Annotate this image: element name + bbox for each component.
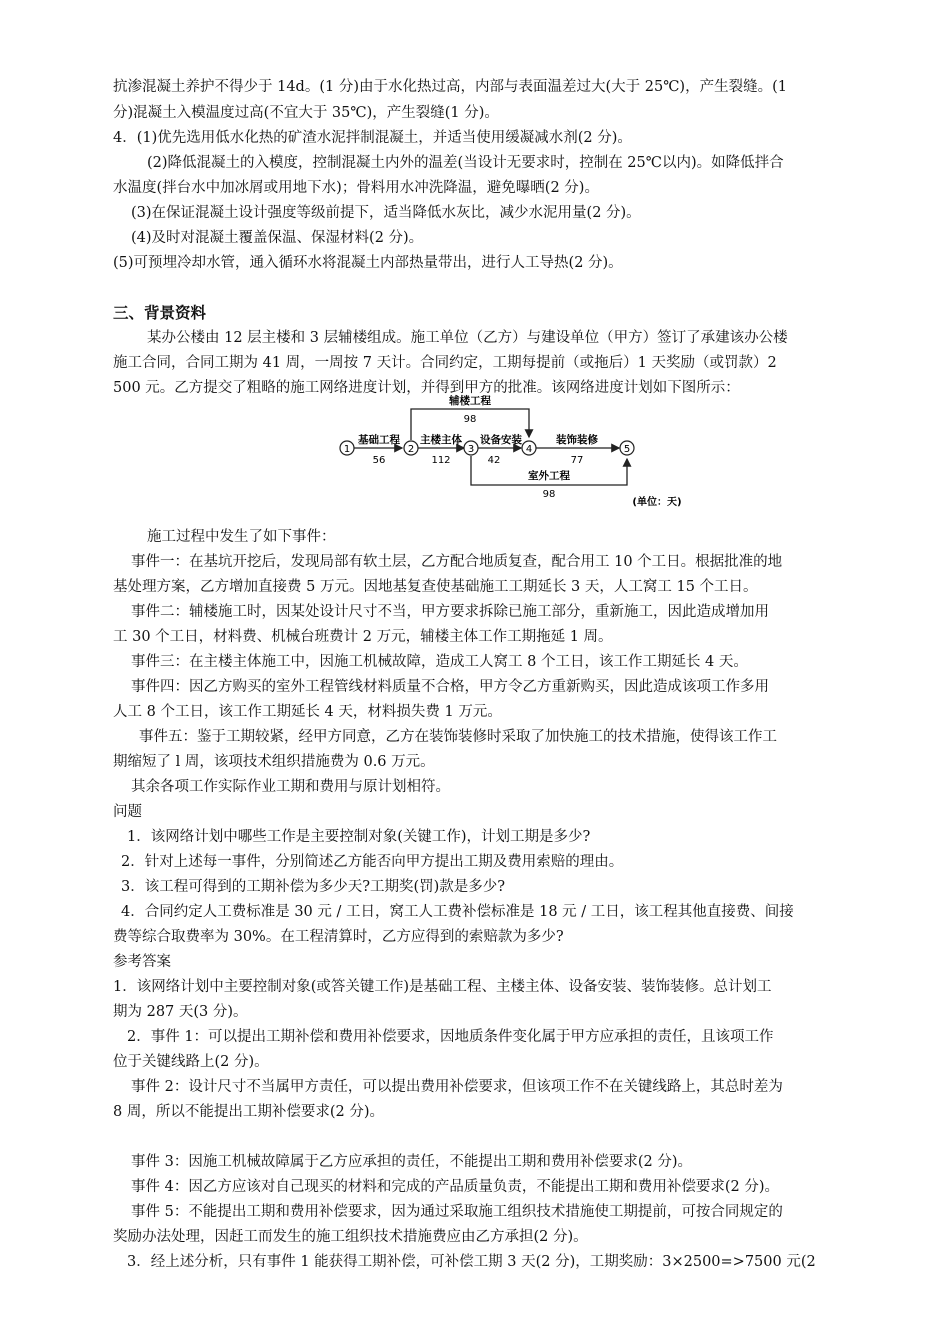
- section-heading: 三、背景资料: [113, 304, 207, 322]
- text-line: 施工合同，合同工期为 41 周，一周按 7 天计。合同约定，工期每提前（或拖后）1 天奖励（或罚款）2: [113, 355, 777, 371]
- text-line: 抗渗混凝土养护不得少于 14d。(1 分)由于水化热过高，内部与表面温差过大(大于 25℃)，产生裂缝。(1: [113, 79, 787, 95]
- text-line: 1．该网络计划中主要控制对象(或答关键工作)是基础工程、主楼主体、设备安装、装饰装修。总计划工: [113, 979, 772, 995]
- text-line: 事件三：在主楼主体施工中，因施工机械故障，造成工人窝工 8 个工日，该工作工期延长 4 天。: [131, 654, 748, 670]
- activity-label-foundation: 基础工程: [358, 434, 400, 446]
- activity-label-annex: 辅楼工程: [449, 395, 491, 407]
- activity-duration-outdoor: 98: [542, 489, 556, 500]
- text-line: 2．针对上述每一事件，分别简述乙方能否向甲方提出工期及费用索赔的理由。: [121, 854, 624, 870]
- text-line: 基处理方案，乙方增加直接费 5 万元。因地基复查使基础施工工期延长 3 天，人工窝工 15 个工日。: [113, 579, 758, 595]
- activity-label-decoration: 装饰装修: [556, 434, 598, 446]
- node-4: [522, 441, 536, 455]
- text-line: 4．合同约定人工费标准是 30 元 / 工日，窝工人工费补偿标准是 18 元 / 工日，该工程其他直接费、间接: [121, 904, 794, 920]
- text-line: 位于关键线路上(2 分)。: [113, 1054, 269, 1070]
- activity-duration-equipment: 42: [487, 455, 501, 466]
- text-line: 4．(1)优先选用低水化热的矿渣水泥拌制混凝土，并适当使用缓凝减水剂(2 分)。: [113, 130, 632, 146]
- text-line: 期缩短了 l 周，该项技术组织措施费为 0.6 万元。: [113, 754, 435, 770]
- text-line: 事件一：在基坑开挖后，发现局部有软土层，乙方配合地质复查，配合用工 10 个工日。根据批准的地: [131, 554, 783, 570]
- activity-duration-annex: 98: [463, 414, 477, 425]
- text-line: 2．事件 1：可以提出工期补偿和费用补偿要求，因地质条件变化属于甲方应承担的责任，且该项工作: [127, 1029, 774, 1045]
- text-line: 事件 3：因施工机械故障属于乙方应承担的责任，不能提出工期和费用补偿要求(2 分)。: [131, 1154, 692, 1170]
- node-1: [340, 441, 354, 455]
- activity-label-equipment: 设备安装: [480, 434, 522, 446]
- activity-duration-main-structure: 112: [431, 455, 451, 466]
- text-line: 3．经上述分析，只有事件 1 能获得工期补偿，可补偿工期 3 天(2 分)，工期奖励：3×2500=>7500 元(2: [127, 1254, 816, 1270]
- text-line: 费等综合取费率为 30%。在工程清算时，乙方应得到的索赔款为多少?: [113, 929, 564, 945]
- activity-label-outdoor: 室外工程: [528, 470, 570, 482]
- text-line: 事件五：鉴于工期较紧，经甲方同意，乙方在装饰装修时采取了加快施工的技术措施，使得该工作工: [139, 729, 777, 745]
- text-line: 8 周，所以不能提出工期补偿要求(2 分)。: [113, 1104, 384, 1120]
- node-5: [620, 441, 634, 455]
- text-line: 水温度(拌台水中加冰屑或用地下水)；骨料用水冲洗降温，避免曝晒(2 分)。: [113, 180, 599, 196]
- text-line: 奖励办法处理，因赶工而发生的施工组织技术措施费应由乙方承担(2 分)。: [113, 1229, 588, 1245]
- text-line: 分)混凝土入模温度过高(不宜大于 35℃)，产生裂缝(1 分)。: [113, 105, 499, 121]
- text-line: 事件二：辅楼施工时，因某处设计尺寸不当，甲方要求拆除已施工部分，重新施工，因此造成增加用: [131, 604, 769, 620]
- text-line: 事件 5：不能提出工期和费用补偿要求，因为通过采取施工组织技术措施使工期提前，可按合同规定的: [131, 1204, 783, 1220]
- activity-duration-decoration: 77: [570, 455, 584, 466]
- text-line: 3．该工程可得到的工期补偿为多少天?工期奖(罚)款是多少?: [121, 879, 506, 895]
- text-line: (4)及时对混凝土覆盖保温、保湿材料(2 分)。: [131, 230, 424, 246]
- text-line: 工 30 个工日，材料费、机械台班费计 2 万元，辅楼主体工作工期拖延 1 周。: [113, 629, 613, 645]
- answers-heading: 参考答案: [113, 954, 171, 970]
- text-line: 事件 4：因乙方应该对自己现买的材料和完成的产品质量负责，不能提出工期和费用补偿要求(2 分)。: [131, 1179, 779, 1195]
- node-2: [404, 441, 418, 455]
- text-line: (2)降低混凝土的入模度，控制混凝土内外的温差(当设计无要求时，控制在 25℃以内)。如降低拌合: [147, 155, 784, 171]
- unit-label: (单位：天): [632, 497, 682, 508]
- network-diagram: [335, 393, 695, 511]
- node-3: [464, 441, 478, 455]
- activity-label-main-structure: 主楼主体: [420, 434, 462, 446]
- svg-text:1: 1: [343, 444, 351, 455]
- svg-text:3: 3: [467, 444, 475, 455]
- text-line: 施工过程中发生了如下事件：: [147, 529, 336, 545]
- text-line: 500 元。乙方提交了粗略的施工网络进度计划，并得到甲方的批准。该网络进度计划如下图所示：: [113, 380, 740, 396]
- text-line: 某办公楼由 12 层主楼和 3 层辅楼组成。施工单位（乙方）与建设单位（甲方）签订了承建该办公楼: [147, 330, 788, 346]
- svg-text:4: 4: [525, 444, 533, 455]
- text-line: (5)可预埋冷却水管，通入循环水将混凝土内部热量带出，进行人工导热(2 分)。: [113, 255, 623, 271]
- questions-heading: 问题: [113, 804, 142, 820]
- text-line: 期为 287 天(3 分)。: [113, 1004, 248, 1020]
- svg-text:5: 5: [623, 444, 631, 455]
- text-line: (3)在保证混凝土设计强度等级前提下，适当降低水灰比，减少水泥用量(2 分)。: [131, 205, 641, 221]
- text-line: 人工 8 个工日，该工作工期延长 4 天，材料损失费 1 万元。: [113, 704, 502, 720]
- text-line: 其余各项工作实际作业工期和费用与原计划相符。: [131, 779, 450, 795]
- text-line: 1．该网络计划中哪些工作是主要控制对象(关键工作)，计划工期是多少?: [127, 829, 591, 845]
- text-line: 事件四：因乙方购买的室外工程管线材料质量不合格，甲方令乙方重新购买，因此造成该项工作多用: [131, 679, 769, 695]
- text-line: 事件 2：设计尺寸不当属甲方责任，可以提出费用补偿要求，但该项工作不在关键线路上，其总时差为: [131, 1079, 783, 1095]
- svg-text:2: 2: [407, 444, 415, 455]
- activity-duration-foundation: 56: [372, 455, 386, 466]
